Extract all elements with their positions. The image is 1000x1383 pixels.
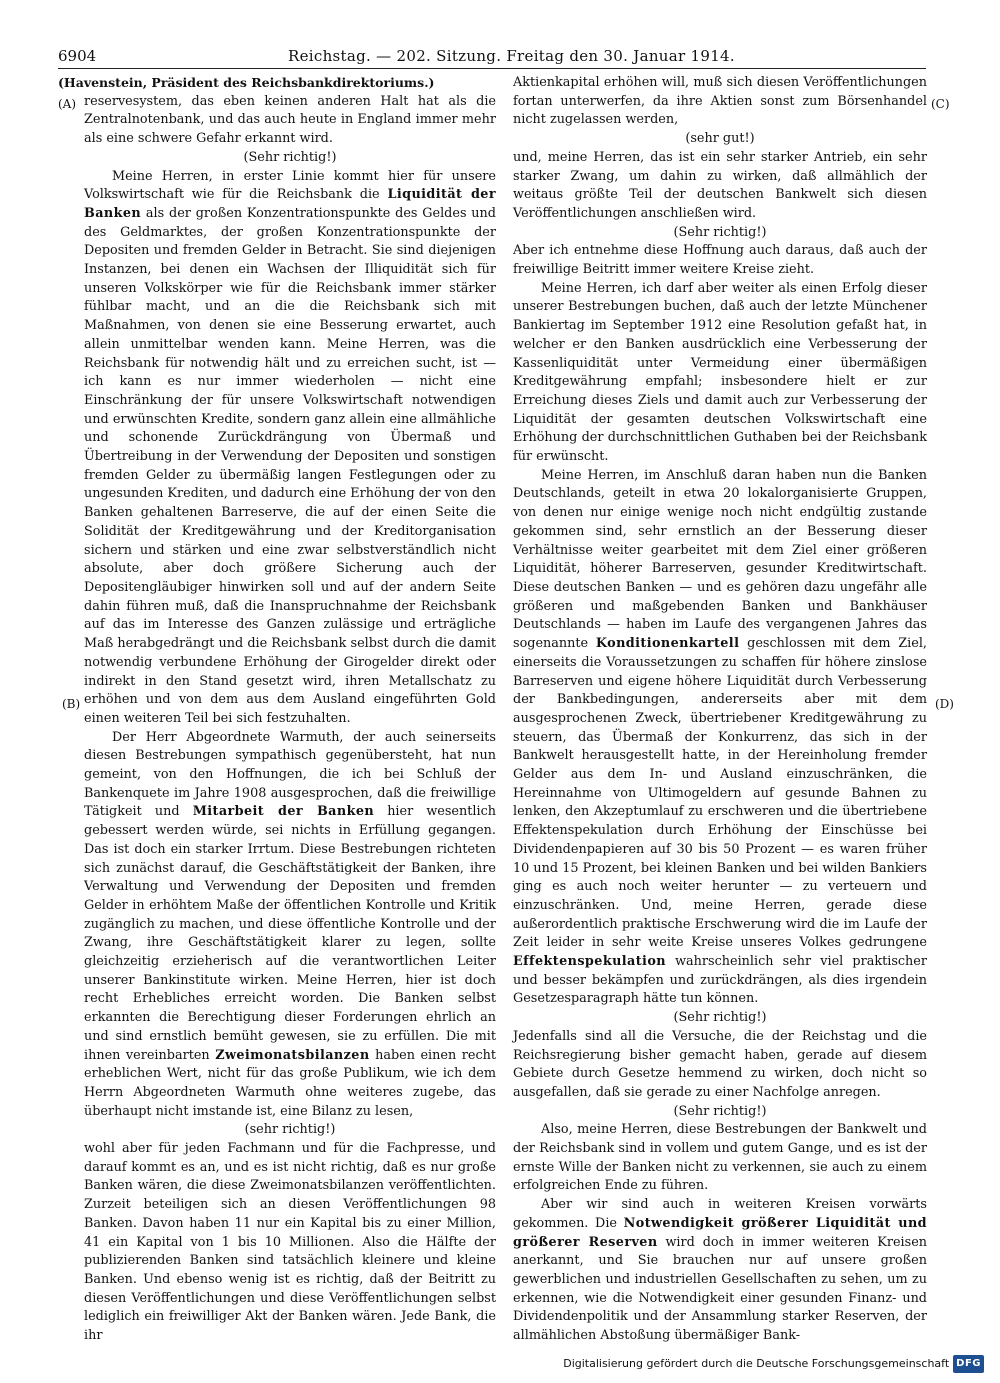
emphasis-zweimonatsbilanzen: Zweimonatsbilanzen [215,1047,370,1063]
text-run: Meine Herren, in erster Linie kommt hier für unsere Volkswirtschaft wie für die Reichsbank die [84,168,496,203]
text-run: Meine Herren, im Anschluß daran haben nun die Banken Deutschlands, geteilt in etwa 20 lokalorganisierte Gruppen, von denen nur einige wenige noch nicht endgültig zustande gekommen sind, sehr ernstlich an der Besserung dieser Verhältnisse weiter gearbeitet mit dem Ziel einer größeren Liquidität, höherer Barreserven, gesunder Kreditwirtschaft. Diese deutschen Banken — und es gehören dazu ungefähr alle größeren und maßgebenden Banken und Bankhäuser Deutschlands — haben im Laufe des vergangenen Jahres das sogenannte [513,467,927,652]
text-run: als der großen Konzentrationspunkte des Geldes und des Geldmarktes, der großen Konzentrationspunkte der Depositen und fremden Gelder in Betracht. Sie sind diejenigen Instanzen, bei denen ein Wachsen der Illiquidität sich für unseren Volkskörper wie für die Reichsbank immer stärker fühlbar macht, und an die die Reichsbank sich mit Maßnahmen, von denen sie eine Besserung erwartet, auch allein unmittelbar wenden kann. Meine Herren, was die Reichsbank für notwendig hält und zu erreichen sucht, ist — ich kann es nur immer wiederholen — nicht eine Einschränkung der für unsere Volkswirtschaft notwendigen und erwünschten Kredite, sondern ganz allein eine allmähliche und schonende Zurückdrängung von Übermaß und Übertreibung in der Verwendung der Depositen und sonstigen fremden Gelder zu übermäßig langen Festlegungen oder zu ungesunden Krediten, und dadurch eine Erhöhung der von den Banken gehaltenen Barreserve, die auf der einen Seite die Solidität der Kreditgewährung und der Kreditorganisation sichern und stärken und eine zwar selbstverständlich nicht absolute, aber doch größere Sicherung auch der Depositengläubiger hinwirken soll und auf der andern Seite dahin führen muß, daß die Inanspruchnahme der Reichsbank auf das im Interesse des Ganzen zulässige und erträgliche Maß herabgedrängt und die Reichsbank selbst durch die damit notwendig verbundene Erhöhung der Girogelder direkt oder indirekt in den Stand gesetzt wird, ihren Metallschatz zu erhöhen und von dem aus dem Ausland eingeführten Gold einen weiteren Teil bei sich festzuhalten. [84,205,496,726]
text-run: wahrscheinlich sehr viel praktischer und besser bekämpfen und zurückdrängen, als dies irgendein Gesetzesparagraph hätte tun können. [513,954,927,1007]
text-run: Der Herr Abgeordnete Warmuth, der auch seinerseits diesen Bestrebungen sympathisch gegenübersteht, hat nun gemeint, von den Hoffnungen, die ich bei Schluß der Bankenquete im Jahre 1908 ausgesprochen, daß die freiwillige Tätigkeit und [84,729,496,820]
paragraph: und, meine Herren, das ist ein sehr starker Antrieb, ein sehr starker Zwang, um dahin zu wirken, daß allmählich der weitaus größte Teil der deutschen Bankwelt sich diesen Veröffentlichungen anschließen wird. [513,149,927,221]
dfg-logo: DFG [953,1355,984,1373]
paragraph: Aber ich entnehme diese Hoffnung auch daraus, daß auch der freiwillige Beitritt immer weitere Kreise zieht. [513,243,927,278]
digitization-credit [563,1355,984,1373]
paragraph [84,729,496,1122]
paragraph [513,467,927,1009]
interjection: (Sehr richtig!) [673,1010,767,1026]
page-header [58,46,926,69]
left-column [58,74,496,1346]
text-run: Aber wir sind auch in weiteren Kreisen vorwärts gekommen. Die [513,1197,927,1231]
text-run: geschlossen mit dem Ziel, einerseits die Voraussetzungen zu schaffen für höhere zinslose Barreserven und eigene höhere Liquidität durch Verbesserung der Bankbedingungen, andererseits aber mit dem ausgesprochenen Zweck, übertriebener Kreditgewährung zu steuern, das Übermaß der Konkurrenz, das sich in der Bankwelt herausgestellt hatte, in der Hereinholung fremder Gelder aus dem In- und Ausland einzuschränken, die Hereinnahme von Ultimogeldern auf gesunde Bahnen zu lenken, den Akzeptumlauf zu erschweren und die übertriebene Effektenspekulation durch Erhöhung der Einschüsse bei Dividendenpapieren auf 30 bis 50 Prozent — es waren früher 10 und 15 Prozent, bei kleinen Banken und bei wilden Bankiers ging es auch noch weiter herunter — zu verteuern und einzuschränken. Und, meine Herren, gerade diese außerordentlich praktische Erschwerung wird die im Laufe der Zeit leider in sehr weite Kreise unseres Volkes gedrungene [513,636,927,951]
paragraph [84,168,496,729]
interjection: (sehr richtig!) [244,1122,336,1138]
paragraph: wohl aber für jeden Fachmann und für die Fachpresse, und darauf kommt es an, und es ist nicht richtig, daß es nur große Banken wären, die diese Zweimonatsbilanzen veröffentlichten. Zurzeit beteiligen sich an diesen Veröffentlichungen 98 Banken. Davon haben 11 nur ein Kapital bis zu einer Million, 41 ein Kapital von 1 bis 10 Millionen. Also die Hälfte der publizierenden Banken sind tatsächlich kleinere und kleine Banken. Und ebenso wenig ist es richtig, daß der Beitritt zu diesen Veröffentlichungen und diese Veröffentlichungen selbst lediglich ein freiwilliger Akt der Banken wären. Jede Bank, die ihr [84,1141,496,1344]
margin-mark-b: (B) [62,697,81,711]
text-run: wird doch in immer weiteren Kreisen anerkannt, und Sie brauchen nur auf unsere großen gewerblichen und industriellen Gesellschaften zu sehen, um zu erkennen, wie die Notwendigkeit einer gesunden Finanz- und Dividendenpolitik und der Ansammlung starker Reserven, der allmählichen Abstoßung übermäßiger Bank- [513,1234,928,1344]
margin-mark-d: (D) [935,697,954,711]
margin-mark-c: (C) [931,97,950,111]
paragraph: reservesystem, das eben keinen anderen Halt hat als die Zentralnotenbank, und das auch heute in England immer mehr als eine schwere Gefahr erkannt wird. [84,93,496,147]
emphasis-mitarbeit: Mitarbeit der Banken [192,804,375,820]
margin-mark-a: (A) [58,97,77,111]
text-run: hier wesentlich gebessert werden würde, sei nichts in Erfüllung gegangen. Das ist doch ein starker Irrtum. Diese Bestrebungen richteten sich zunächst darauf, die Geschäftstätigkeit der Banken, ihre Verwaltung und Verwendung der Depositen und fremden Gelder in erhöhtem Maße der öffentlichen Kontrolle und Kritik zugänglich zu machen, und diese öffentliche Kontrolle und der Zwang, ihre Geschäftstätigkeit klarer zu legen, sollte gleichzeitig erzieherisch auf die verantwortlichen Leiter unserer Bankinstitute wirken. Meine Herren, hier ist doch recht Erhebliches erreicht worden. Die Banken selbst erkannten die Berechtigung dieser Forderungen ehrlich an und sind ernstlich bemüht gewesen, sie zu erfüllen. Die mit ihnen vereinbarten [84,804,496,1063]
emphasis-konditionenkartell: Konditionenkartell [595,636,740,652]
credit-text: Digitalisierung gefördert durch die Deutsche Forschungsgemeinschaft [563,1357,950,1370]
interjection: (sehr gut!) [685,131,755,147]
interjection: (Sehr richtig!) [243,149,337,165]
right-column [513,74,927,1346]
paragraph: Meine Herren, ich darf aber weiter als einen Erfolg dieser unserer Bestrebungen buchen, daß auch der letzte Münchener Bankiertag im September 1912 eine Resolution gefaßt hat, in welcher er den Banken ausdrücklich eine Verbesserung der Kassenliquidität unter Vermeidung einer übermäßigen Kreditgewährung empfahl; insbesondere hielt er zur Erreichung dieses Ziels und damit auch zur Verbesserung der Liquidität der gesamten deutschen Volkswirtschaft eine Erhöhung der durchschnittlichen Guthaben bei der Reichsbank für erwünscht. [513,280,927,465]
paragraph: Aktienkapital erhöhen will, muß sich diesen Veröffentlichungen fortan unterwerfen, da ihre Aktien sonst zum Börsenhandel nicht zugelassen werden, [513,75,927,128]
paragraph: Also, meine Herren, diese Bestrebungen der Bankwelt und der Reichsbank sind in vollem und gutem Gange, und es ist der ernste Wille der Banken nicht zu verkennen, sie auch zu einem erfolgreichen Ende zu führen. [513,1122,927,1194]
interjection: (Sehr richtig!) [673,1103,767,1119]
speaker-note: (Havenstein, Präsident des Reichsbankdirektoriums.) [58,75,435,90]
emphasis-notwendigkeit: Notwendigkeit größerer Liquidität und größerer Reserven [513,1215,927,1250]
emphasis-effektenspekulation: Effektenspekulation [513,954,666,970]
running-title: Reichstag. — 202. Sitzung. Freitag den 30. Januar 1914. [288,47,735,65]
page-number: 6904 [58,47,97,65]
paragraph: Jedenfalls sind all die Versuche, die der Reichstag und die Reichsregierung bisher gemacht haben, gerade auf diesem Gebiete durch Gesetze hemmend zu wirken, doch nicht so ausgefallen, daß sie gerade zu einer Nachfolge anregen. [513,1028,927,1100]
interjection: (Sehr richtig!) [673,224,767,240]
emphasis-liquiditaet: Liquidität der Banken [84,187,496,221]
paragraph [513,1196,927,1346]
text-run: haben einen recht erheblichen Wert, nicht für das große Publikum, wie ich dem Herrn Abgeordneten Warmuth ohne weiteres zugebe, das überhaupt nicht imstande ist, eine Bilanz zu lesen, [84,1047,496,1119]
